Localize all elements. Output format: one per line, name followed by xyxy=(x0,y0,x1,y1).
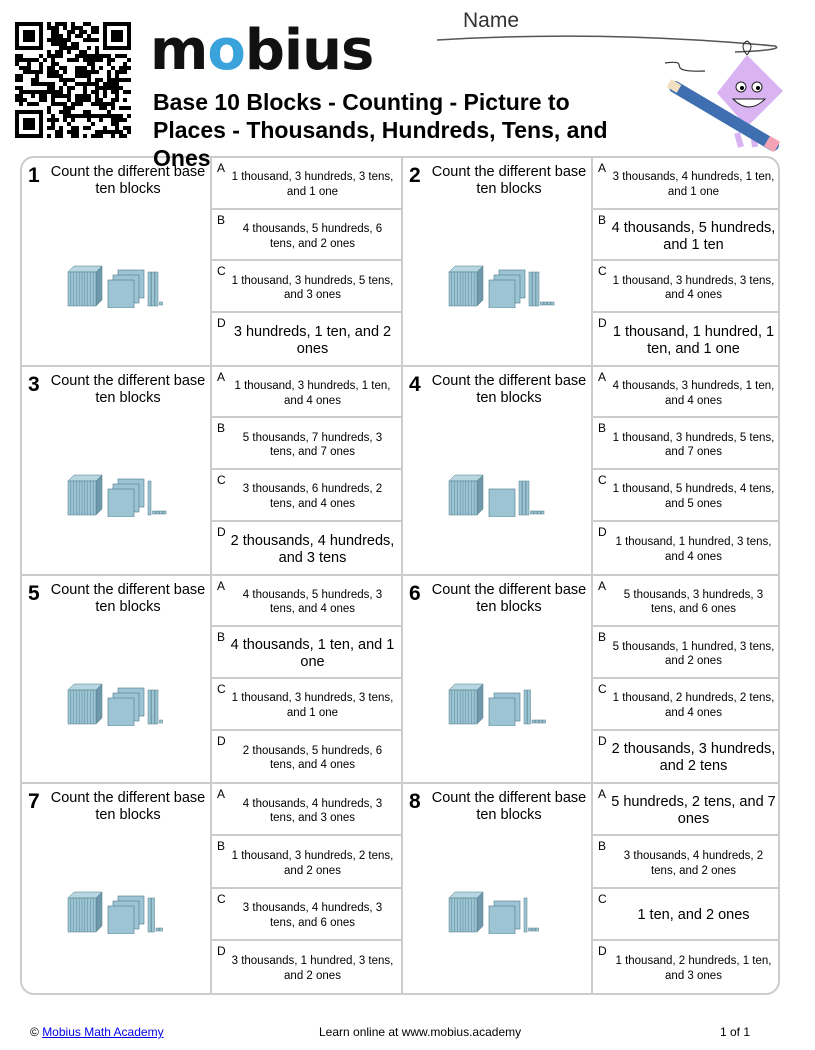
base-ten-blocks-picture xyxy=(447,467,557,517)
hundred-flat xyxy=(108,489,134,517)
option-letter: B xyxy=(217,839,226,854)
mobius-logo: mobius xyxy=(150,18,374,83)
option-text: 1 thousand, 3 hundreds, 5 tens, and 3 ones xyxy=(231,274,394,302)
ten-rod xyxy=(148,481,151,515)
ten-rod xyxy=(152,272,155,306)
thousand-cube xyxy=(68,892,102,932)
blocks-picture xyxy=(66,884,176,939)
answer-option-a[interactable] xyxy=(593,784,780,836)
answer-option-d[interactable] xyxy=(212,313,401,365)
ten-rod xyxy=(148,690,151,724)
questions-grid xyxy=(20,156,780,995)
question-number: 6 xyxy=(409,581,421,605)
one-unit xyxy=(156,928,159,931)
question-number: 5 xyxy=(28,581,40,605)
hundred-flat xyxy=(489,280,515,308)
option-letter: D xyxy=(217,943,226,958)
base-ten-blocks-picture xyxy=(447,258,557,308)
option-text: 1 thousand, 3 hundreds, 3 tens, and 1 one xyxy=(231,171,394,198)
one-unit xyxy=(539,720,542,723)
one-unit xyxy=(536,928,539,931)
option-letter: D xyxy=(217,733,226,748)
option-text: 2 thousands, 5 hundreds, 6 tens, and 4 ones xyxy=(242,744,383,772)
ten-rod xyxy=(526,481,529,515)
question-7 xyxy=(22,784,403,993)
answer-options xyxy=(212,784,401,993)
question-5 xyxy=(22,576,403,785)
option-letter: B xyxy=(217,421,226,436)
one-unit xyxy=(536,720,539,723)
ten-rod xyxy=(152,690,155,724)
base-ten-blocks-picture xyxy=(66,467,176,517)
question-prompt: Count the different base ten blocks xyxy=(431,164,587,197)
ten-rod xyxy=(519,481,522,515)
answer-option-a[interactable] xyxy=(212,576,401,628)
answer-option-d[interactable] xyxy=(212,941,401,993)
option-text: 1 thousand, 3 hundreds, 3 tens, and 1 one xyxy=(231,692,394,719)
ten-rod xyxy=(524,898,527,932)
copyright-symbol: © xyxy=(30,1025,39,1039)
ten-rod xyxy=(536,272,539,306)
question-4 xyxy=(403,367,780,576)
answer-option-b[interactable] xyxy=(212,836,401,888)
question-number: 4 xyxy=(409,372,421,396)
option-text: 1 thousand, 3 hundreds, 3 tens, and 4 ones xyxy=(612,274,775,302)
option-text: 1 thousand, 5 hundreds, 4 tens, and 5 ones xyxy=(612,483,775,510)
question-prompt-cell xyxy=(403,784,593,993)
question-2 xyxy=(403,158,780,367)
option-letter: B xyxy=(217,212,226,227)
answer-options xyxy=(593,784,780,993)
answer-option-d[interactable] xyxy=(593,941,780,993)
blocks-picture xyxy=(66,676,176,731)
question-prompt: Count the different base ten blocks xyxy=(431,372,587,406)
option-text: 1 ten, and 2 ones xyxy=(637,907,750,924)
option-text: 1 thousand, 3 hundreds, 1 ten, and 4 ones xyxy=(234,380,391,407)
one-unit xyxy=(153,511,156,514)
question-prompt: Count the different base ten blocks xyxy=(50,790,206,824)
option-letter: D xyxy=(217,524,226,539)
ten-rod xyxy=(529,272,532,306)
answer-option-a[interactable] xyxy=(212,784,401,836)
option-letter: D xyxy=(598,943,607,958)
name-label: Name xyxy=(463,9,520,32)
one-unit xyxy=(543,720,546,723)
option-letter: B xyxy=(598,212,607,227)
blocks-picture xyxy=(447,884,557,939)
option-letter: D xyxy=(217,316,226,331)
question-prompt-cell xyxy=(22,784,212,993)
hundred-flat xyxy=(108,698,134,726)
question-prompt: Count the different base ten blocks xyxy=(50,581,206,615)
option-text: 4 thousands, 5 hundreds, and 1 ten xyxy=(611,219,776,253)
option-text: 4 thousands, 1 ten, and 1 one xyxy=(230,637,395,671)
one-unit xyxy=(544,302,547,305)
option-letter: D xyxy=(598,733,607,748)
answer-option-b[interactable] xyxy=(212,418,401,470)
option-text: 1 thousand, 3 hundreds, 2 tens, and 2 ones xyxy=(231,850,394,877)
answer-option-b[interactable] xyxy=(212,210,401,262)
one-unit xyxy=(160,720,163,723)
answer-options xyxy=(212,158,401,365)
option-text: 2 thousands, 3 hundreds, and 2 tens xyxy=(611,741,776,775)
option-text: 5 hundreds, 2 tens, and 7 ones xyxy=(611,794,776,828)
question-prompt-cell xyxy=(22,576,212,783)
one-unit xyxy=(538,511,541,514)
one-unit xyxy=(163,511,166,514)
base-ten-blocks-picture xyxy=(447,676,557,726)
ten-rod xyxy=(148,898,151,932)
answer-options xyxy=(593,576,780,783)
ten-rod xyxy=(155,690,158,724)
option-text: 1 thousand, 1 hundred, 1 ten, and 1 one xyxy=(612,323,775,357)
thousand-cube xyxy=(449,684,483,724)
one-unit xyxy=(541,302,544,305)
blocks-picture xyxy=(447,467,557,522)
hundred-flat xyxy=(489,698,515,726)
option-text: 2 thousands, 4 hundreds, and 3 tens xyxy=(230,532,395,566)
base-ten-blocks-picture xyxy=(66,258,176,308)
ten-rod xyxy=(152,898,155,932)
blocks-picture xyxy=(66,467,176,522)
one-unit xyxy=(541,511,544,514)
hundred-flat xyxy=(108,280,134,308)
thousand-cube xyxy=(68,475,102,515)
one-unit xyxy=(548,302,551,305)
option-letter: A xyxy=(598,369,607,384)
answer-options xyxy=(593,158,780,365)
option-letter: D xyxy=(598,316,607,331)
option-letter: C xyxy=(598,891,607,906)
question-6 xyxy=(403,576,780,785)
option-text: 1 thousand, 2 hundreds, 1 ten, and 3 ones xyxy=(615,955,772,982)
question-number: 1 xyxy=(28,164,40,187)
hundred-flat xyxy=(489,906,515,934)
learn-online-text: Learn online at www.mobius.academy xyxy=(319,1025,522,1039)
one-unit xyxy=(531,511,534,514)
option-letter: C xyxy=(217,264,226,279)
hundred-flat xyxy=(108,906,134,934)
question-prompt: Count the different base ten blocks xyxy=(431,790,587,824)
option-text: 3 thousands, 1 hundred, 3 tens, and 2 ones xyxy=(231,955,394,982)
answer-options xyxy=(212,367,401,574)
option-letter: A xyxy=(598,161,607,175)
mascot-illustration xyxy=(655,35,795,155)
ten-rod xyxy=(523,481,526,515)
option-letter: C xyxy=(217,891,226,906)
option-text: 1 thousand, 3 hundreds, 5 tens, and 7 ones xyxy=(612,431,775,459)
option-text: 4 thousands, 3 hundreds, 1 ten, and 4 ones xyxy=(612,380,775,407)
option-text: 3 thousands, 6 hundreds, 2 tens, and 4 ones xyxy=(242,483,383,510)
answer-option-c[interactable] xyxy=(593,889,780,941)
option-letter: A xyxy=(217,578,226,593)
thousand-cube xyxy=(68,684,102,724)
answer-option-d[interactable] xyxy=(212,731,401,783)
answer-option-c[interactable] xyxy=(212,889,401,941)
qr-code xyxy=(15,22,131,138)
base-ten-blocks-picture xyxy=(66,676,176,726)
question-prompt-cell xyxy=(22,158,212,365)
answer-option-a[interactable] xyxy=(212,367,401,419)
answer-option-b[interactable] xyxy=(593,210,780,262)
question-number: 3 xyxy=(28,372,40,396)
answer-option-d[interactable] xyxy=(212,522,401,574)
one-unit xyxy=(529,928,532,931)
question-3 xyxy=(22,367,403,576)
hundred-flat xyxy=(489,489,515,517)
copyright xyxy=(30,1025,164,1039)
blocks-picture xyxy=(447,676,557,731)
option-text: 4 thousands, 5 hundreds, 6 tens, and 2 ones xyxy=(242,223,383,250)
one-unit xyxy=(532,928,535,931)
answer-option-b[interactable] xyxy=(212,627,401,679)
ten-rod xyxy=(524,690,527,724)
answer-options xyxy=(212,576,401,783)
answer-option-d[interactable] xyxy=(593,522,780,574)
option-letter: B xyxy=(217,630,226,645)
question-prompt-cell xyxy=(403,367,593,574)
page-number: 1 of 1 xyxy=(720,1025,751,1039)
question-prompt-cell xyxy=(403,158,593,365)
blocks-picture xyxy=(447,258,557,313)
question-prompt: Count the different base ten blocks xyxy=(50,372,206,406)
ten-rod xyxy=(528,690,531,724)
ten-rod xyxy=(155,272,158,306)
option-text: 4 thousands, 4 hundreds, 3 tens, and 3 ones xyxy=(242,797,383,825)
one-unit xyxy=(160,928,163,931)
answer-option-c[interactable] xyxy=(212,470,401,522)
answer-option-c[interactable] xyxy=(593,261,780,313)
option-letter: C xyxy=(598,264,607,279)
answer-option-a[interactable] xyxy=(593,367,780,419)
option-letter: A xyxy=(598,787,607,802)
answer-option-b[interactable] xyxy=(593,627,780,679)
answer-option-d[interactable] xyxy=(593,731,780,783)
option-text: 1 thousand, 2 hundreds, 2 tens, and 4 ones xyxy=(612,692,775,719)
answer-option-c[interactable] xyxy=(593,470,780,522)
question-number: 2 xyxy=(409,164,421,187)
option-text: 1 thousand, 1 hundred, 3 tens, and 4 ones xyxy=(615,536,772,563)
option-letter: B xyxy=(598,421,607,436)
option-letter: D xyxy=(598,524,607,539)
answer-options xyxy=(593,367,780,574)
option-text: 3 thousands, 4 hundreds, 2 tens, and 2 ones xyxy=(623,850,764,877)
option-text: 3 thousands, 4 hundreds, 3 tens, and 6 ones xyxy=(242,902,383,929)
answer-option-d[interactable] xyxy=(593,313,780,365)
option-letter: C xyxy=(598,681,607,696)
option-letter: A xyxy=(217,161,226,175)
blocks-picture xyxy=(66,258,176,313)
option-text: 5 thousands, 1 hundred, 3 tens, and 2 ones xyxy=(612,640,775,668)
option-text: 3 thousands, 4 hundreds, 1 ten, and 1 one xyxy=(612,171,775,198)
thousand-cube xyxy=(449,892,483,932)
answer-option-c[interactable] xyxy=(212,679,401,731)
one-unit xyxy=(156,511,159,514)
thousand-cube xyxy=(68,266,102,306)
option-letter: B xyxy=(598,630,607,645)
question-1 xyxy=(22,158,403,367)
one-unit xyxy=(160,511,163,514)
one-unit xyxy=(160,302,163,305)
option-letter: A xyxy=(217,369,226,384)
page-title: Base 10 Blocks - Counting - Picture to Places - Thousands, Hundreds, Tens, and Ones xyxy=(153,89,608,171)
ten-rod xyxy=(148,272,151,306)
mobius-link[interactable]: Mobius Math Academy xyxy=(42,1025,164,1039)
one-unit xyxy=(534,511,537,514)
option-text: 3 hundreds, 1 ten, and 2 ones xyxy=(233,323,392,357)
thousand-cube xyxy=(449,266,483,306)
question-number: 8 xyxy=(409,790,421,814)
answer-option-b[interactable] xyxy=(593,836,780,888)
option-text: 5 thousands, 7 hundreds, 3 tens, and 7 ones xyxy=(242,431,383,459)
option-letter: A xyxy=(217,787,226,802)
option-letter: C xyxy=(217,681,226,696)
option-letter: C xyxy=(598,473,607,488)
question-prompt: Count the different base ten blocks xyxy=(431,581,587,615)
question-prompt-cell xyxy=(22,367,212,574)
option-letter: B xyxy=(598,839,607,854)
answer-option-c[interactable] xyxy=(212,261,401,313)
ten-rod xyxy=(533,272,536,306)
answer-option-b[interactable] xyxy=(593,418,780,470)
base-ten-blocks-picture xyxy=(447,884,557,934)
question-prompt-cell xyxy=(403,576,593,783)
thousand-cube xyxy=(449,475,483,515)
option-text: 4 thousands, 5 hundreds, 3 tens, and 4 ones xyxy=(242,588,383,616)
one-unit xyxy=(551,302,554,305)
base-ten-blocks-picture xyxy=(66,884,176,934)
option-text: 5 thousands, 3 hundreds, 3 tens, and 6 ones xyxy=(623,588,764,616)
answer-option-c[interactable] xyxy=(593,679,780,731)
option-letter: A xyxy=(598,578,607,593)
question-prompt: Count the different base ten blocks xyxy=(50,164,206,197)
one-unit xyxy=(532,720,535,723)
answer-option-a[interactable] xyxy=(593,576,780,628)
question-number: 7 xyxy=(28,790,40,814)
option-letter: C xyxy=(217,473,226,488)
question-8 xyxy=(403,784,780,993)
